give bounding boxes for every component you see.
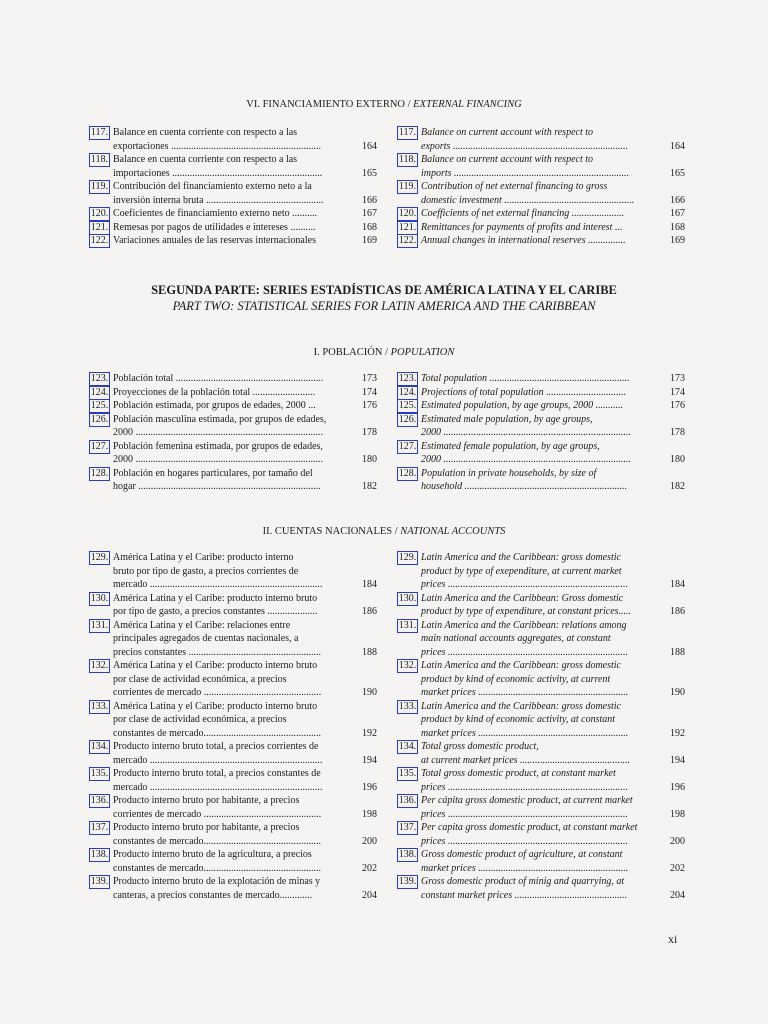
section-i-title-en: POPULATION — [390, 347, 455, 358]
toc-entry-page: 186 — [670, 606, 685, 617]
toc-entry-text: América Latina y el Caribe: producto interno bruto — [113, 592, 318, 604]
toc-entry[interactable] — [397, 221, 685, 235]
toc-entry-page: 192 — [670, 727, 685, 739]
toc-entry-number-link[interactable]: 134. — [398, 741, 417, 752]
toc-entry-page: 182 — [670, 481, 685, 492]
toc-entry-number-link[interactable]: 129. — [398, 552, 417, 563]
section-vi-title — [0, 99, 768, 110]
toc-entry-page: 173 — [362, 373, 377, 384]
toc-entry-text: market prices ............................................................ — [421, 687, 629, 698]
toc-entry[interactable] — [89, 740, 377, 767]
toc-entry-text: Producto interno bruto de la agricultura, a precios — [113, 849, 312, 860]
toc-entry-text: Producto interno bruto por habitante, a precios — [113, 795, 300, 806]
toc-entry-number-link[interactable]: 122. — [398, 235, 417, 246]
toc-entry-text: constantes de mercado............................................... — [113, 862, 322, 874]
toc-entry[interactable] — [89, 221, 377, 235]
toc-entry-number-link[interactable]: 133. — [90, 700, 109, 712]
toc-entry-text: mercado ..................................................................... — [113, 579, 323, 590]
toc-entry-page: 178 — [670, 427, 685, 438]
toc-entry-number-link[interactable]: 124. — [398, 386, 417, 398]
toc-entry-number-link[interactable]: 136. — [90, 795, 109, 806]
toc-entry-text: por tipo de gasto, a precios constantes .................... — [113, 606, 318, 617]
section-ii-title-es: II. CUENTAS NACIONALES / — [262, 526, 401, 537]
toc-entry-text: Latin America and the Caribbean: gross domestic — [421, 660, 621, 671]
toc-entry-text: 2000 ........................................................................... — [421, 454, 631, 465]
toc-entry-text: Total gross domestic product, at constant market — [421, 768, 616, 779]
toc-entry-page: 167 — [670, 208, 685, 219]
toc-entry[interactable] — [397, 821, 685, 848]
toc-entry-text: Contribution of net external financing to gross — [421, 181, 608, 192]
toc-entry[interactable] — [397, 659, 685, 700]
toc-entry-page: 182 — [362, 481, 377, 492]
toc-entry[interactable] — [397, 875, 685, 902]
toc-entry-text: product by kind of economic activity, at constant — [421, 714, 616, 725]
toc-entry[interactable] — [397, 126, 685, 153]
toc-entry-page: 194 — [362, 754, 377, 766]
toc-entry[interactable] — [89, 848, 377, 875]
toc-entry-page: 169 — [670, 235, 685, 246]
toc-entry-page: 194 — [670, 754, 685, 766]
toc-entry[interactable] — [89, 659, 377, 700]
toc-entry-text: Población masculina estimada, por grupos de edades, — [113, 413, 327, 425]
toc-entry-text: América Latina y el Caribe: relaciones entre — [113, 619, 291, 631]
toc-entry-text: Estimated female population, by age groups, — [421, 440, 600, 452]
toc-entry-page: 198 — [670, 808, 685, 820]
toc-entry-page: 174 — [362, 386, 377, 398]
toc-entry-text: prices ........................................................................ — [421, 835, 628, 847]
toc-entry-text: hogar ......................................................................... — [113, 481, 321, 492]
toc-entry[interactable] — [89, 234, 377, 248]
toc-entry-text: Remesas por pagos de utilidades e intereses .......... — [113, 221, 316, 233]
toc-entry-number-link[interactable]: 124. — [90, 386, 109, 398]
toc-entry-text: Remittances for payments of profits and interest ... — [421, 221, 623, 233]
toc-entry[interactable] — [397, 372, 685, 386]
toc-entry[interactable] — [89, 875, 377, 902]
toc-entry-page: 190 — [362, 687, 377, 698]
toc-entry-number-link[interactable]: 137. — [90, 822, 109, 833]
toc-entry-text: Coeficientes de financiamiento externo neto .......... — [113, 208, 318, 219]
toc-entry-number-link[interactable]: 131. — [90, 619, 109, 631]
toc-entry-number-link[interactable]: 118. — [90, 154, 109, 165]
toc-entry-page: 168 — [362, 221, 377, 233]
toc-entry-text: Población total ........................................................... — [113, 373, 324, 384]
toc-entry[interactable] — [397, 794, 685, 821]
toc-entry[interactable] — [89, 126, 377, 153]
toc-entry-text: Total population ........................................................ — [421, 373, 630, 384]
toc-entry-text: Latin America and the Caribbean: relations among — [421, 619, 627, 631]
toc-entry-text: inversión interna bruta ............................................... — [113, 194, 324, 206]
toc-entry-number-link[interactable]: 128. — [90, 467, 109, 479]
toc-entry-number-link[interactable]: 117. — [398, 127, 417, 138]
toc-entry-text: Población en hogares particulares, por tamaño del — [113, 467, 313, 479]
toc-entry-text: principales agregados de cuentas nacionales, a — [113, 633, 299, 644]
toc-entry-page: 180 — [670, 454, 685, 465]
toc-entry-text: prices ........................................................................ — [421, 579, 628, 590]
toc-entry[interactable] — [397, 153, 685, 180]
toc-entry-page: 200 — [670, 835, 685, 847]
toc-entry-text: importaciones ............................................................ — [113, 167, 323, 179]
toc-entry[interactable] — [397, 399, 685, 413]
toc-entry-number-link[interactable]: 122. — [90, 235, 109, 246]
toc-entry[interactable] — [397, 551, 685, 592]
toc-entry-page: 196 — [670, 781, 685, 793]
part-two-title-es: SEGUNDA PARTE: SERIES ESTADÍSTICAS DE AMÉRICA LATINA Y EL CARIBE — [151, 283, 617, 297]
toc-entry-number-link[interactable]: 123. — [398, 373, 417, 384]
toc-entry-number-link[interactable]: 139. — [90, 876, 109, 887]
toc-entry-page: 166 — [670, 194, 685, 206]
toc-entry[interactable] — [397, 207, 685, 221]
toc-entry-number-link[interactable]: 120. — [398, 208, 417, 219]
toc-entry-text: Variaciones anuales de las reservas internacionales — [113, 235, 316, 246]
toc-entry[interactable] — [89, 153, 377, 180]
toc-entry[interactable] — [89, 440, 377, 467]
toc-entry-text: exportaciones ............................................................ — [113, 140, 322, 152]
toc-entry[interactable] — [89, 794, 377, 821]
toc-entry[interactable] — [397, 234, 685, 248]
toc-entry-text: 2000 ........................................................................... — [113, 427, 323, 438]
toc-entry-text: mercado ..................................................................... — [113, 781, 323, 793]
toc-entry-number-link[interactable]: 120. — [90, 208, 109, 219]
toc-entry-number-link[interactable]: 139. — [398, 876, 417, 887]
toc-entry-number-link[interactable]: 123. — [90, 373, 109, 384]
section-vi-title-es: VI. FINANCIAMIENTO EXTERNO / — [246, 99, 414, 110]
toc-entry-text: Projections of total population ................................ — [421, 386, 627, 398]
toc-entry-number-link[interactable]: 127. — [398, 440, 417, 452]
toc-entry-text: Balance on current account with respect to — [421, 154, 593, 165]
toc-entry-text: Gross domestic product of minig and quarrying, at — [421, 876, 625, 887]
toc-entry[interactable] — [89, 180, 377, 207]
toc-entry-number-link[interactable]: 136. — [398, 795, 417, 806]
toc-entry-text: América Latina y el Caribe: producto interno bruto — [113, 660, 318, 671]
toc-entry-text: domestic investment .................................................... — [421, 194, 635, 206]
toc-entry-text: bruto por tipo de gasto, a precios corrientes de — [113, 565, 299, 577]
toc-entry-text: prices ........................................................................ — [421, 808, 628, 820]
toc-entry[interactable] — [397, 413, 685, 440]
part-two-title-en: PART TWO: STATISTICAL SERIES FOR LATIN AMERICA AND THE CARIBBEAN — [172, 299, 596, 313]
toc-entry-text: Producto interno bruto por habitante, a precios — [113, 822, 300, 833]
toc-entry-page: 165 — [362, 167, 377, 179]
toc-entry[interactable] — [397, 848, 685, 875]
toc-entry-page: 204 — [362, 889, 377, 901]
toc-entry-text: corrientes de mercado ............................................... — [113, 687, 322, 698]
toc-entry-number-link[interactable]: 135. — [398, 768, 417, 779]
toc-entry-page: 168 — [670, 221, 685, 233]
toc-entry-number-link[interactable]: 117. — [90, 127, 109, 138]
toc-entry-text: mercado ..................................................................... — [113, 754, 323, 766]
toc-entry[interactable] — [89, 207, 377, 221]
toc-entry[interactable] — [89, 700, 377, 741]
toc-entry-text: Per capita gross domestic product, at constant market — [421, 822, 638, 833]
toc-entry-text: 2000 ........................................................................... — [113, 454, 323, 465]
toc-entry-page: 173 — [670, 373, 685, 384]
section-i-title — [0, 347, 768, 358]
toc-entry-number-link[interactable]: 126. — [398, 413, 417, 425]
toc-entry-page: 167 — [362, 208, 377, 219]
toc-entry-text: Balance en cuenta corriente con respecto a las — [113, 127, 298, 138]
toc-entry-text: Population in private households, by size of — [421, 467, 597, 479]
toc-entry-text: product by kind of economic activity, at current — [421, 673, 611, 685]
toc-entry-number-link[interactable]: 126. — [90, 413, 109, 425]
toc-entry-text: Per cápita gross domestic product, at current market — [421, 795, 633, 806]
toc-entry-text: Estimated population, by age groups, 2000 ........... — [421, 400, 624, 411]
toc-entry-page: 169 — [362, 235, 377, 246]
toc-entry-text: Producto interno bruto total, a precios corrientes de — [113, 741, 319, 752]
toc-entry-number-link[interactable]: 132. — [398, 660, 417, 671]
toc-entry-page: 186 — [362, 606, 377, 617]
toc-entry-number-link[interactable]: 121. — [398, 221, 417, 233]
toc-entry[interactable] — [89, 767, 377, 794]
toc-entry-text: Balance on current account with respect to — [421, 127, 593, 138]
toc-entry-page: 174 — [670, 386, 685, 398]
toc-entry-page: 202 — [670, 862, 685, 874]
toc-entry-text: Balance en cuenta corriente con respecto a las — [113, 154, 298, 165]
toc-entry-page: 164 — [362, 140, 377, 152]
toc-entry-number-link[interactable]: 121. — [90, 221, 109, 233]
toc-entry-page: 184 — [670, 579, 685, 590]
toc-entry-number-link[interactable]: 119. — [398, 181, 417, 192]
toc-entry[interactable] — [397, 180, 685, 207]
toc-entry[interactable] — [89, 467, 377, 494]
toc-entry-number-link[interactable]: 131. — [398, 619, 417, 631]
toc-entry-number-link[interactable]: 129. — [90, 552, 109, 563]
toc-entry-number-link[interactable]: 138. — [90, 849, 109, 860]
toc-entry-page: 184 — [362, 579, 377, 590]
toc-entry-text: Latin America and the Caribbean: Gross domestic — [421, 592, 624, 604]
toc-entry-text: market prices ............................................................ — [421, 862, 629, 874]
toc-entry-text: Población estimada, por grupos de edades, 2000 ... — [113, 400, 316, 411]
toc-entry-page: 164 — [670, 140, 685, 152]
toc-entry[interactable] — [397, 386, 685, 400]
toc-entry-page: 176 — [670, 400, 685, 411]
toc-entry[interactable] — [397, 592, 685, 619]
toc-entry-text: Latin America and the Caribbean: gross domestic — [421, 552, 621, 563]
toc-entry-number-link[interactable]: 130. — [90, 592, 109, 604]
toc-entry-number-link[interactable]: 134. — [90, 741, 109, 752]
toc-entry-text: imports ...................................................................... — [421, 167, 630, 179]
toc-entry[interactable] — [397, 740, 685, 767]
toc-entry-page: 166 — [362, 194, 377, 206]
section-ii-title — [0, 526, 768, 537]
toc-entry-text: at current market prices ............................................ — [421, 754, 631, 766]
toc-entry-number-link[interactable]: 128. — [398, 467, 417, 479]
toc-entry-number-link[interactable]: 119. — [90, 181, 109, 192]
toc-entry-page: 204 — [670, 889, 685, 901]
toc-entry-text: corrientes de mercado ............................................... — [113, 808, 322, 820]
page-number: xi — [668, 932, 678, 946]
toc-entry-page: 188 — [670, 646, 685, 658]
toc-entry-page: 176 — [362, 400, 377, 411]
toc-entry-page: 190 — [670, 687, 685, 698]
toc-entry-text: Coefficients of net external financing ..................... — [421, 208, 625, 219]
toc-entry-text: precios constantes ..................................................... — [113, 646, 322, 658]
toc-entry-text: América Latina y el Caribe: producto interno — [113, 552, 294, 563]
toc-entry-number-link[interactable]: 125. — [398, 400, 417, 411]
toc-entry-text: Producto interno bruto de la explotación de minas y — [113, 876, 321, 887]
toc-entry-page: 200 — [362, 835, 377, 847]
toc-entry-page: 198 — [362, 808, 377, 820]
toc-entry-text: América Latina y el Caribe: producto interno bruto — [113, 700, 318, 712]
toc-entry-page: 196 — [362, 781, 377, 793]
toc-entry-text: product by type of expenditure, at constant prices..... — [421, 606, 632, 617]
toc-entry[interactable] — [89, 619, 377, 660]
toc-entry[interactable] — [89, 413, 377, 440]
section-vi-title-en: EXTERNAL FINANCING — [413, 99, 522, 110]
toc-entry-page: 180 — [362, 454, 377, 465]
toc-entry-text: constant market prices ............................................. — [421, 889, 628, 901]
toc-entry-text: por clase de actividad económica, a precios — [113, 714, 287, 725]
toc-entry-page: 165 — [670, 167, 685, 179]
toc-entry-page: 178 — [362, 427, 377, 438]
toc-entry-number-link[interactable]: 135. — [90, 768, 109, 779]
toc-entry-text: exports ...................................................................... — [421, 140, 628, 152]
toc-entry[interactable] — [397, 619, 685, 660]
toc-entry-page: 188 — [362, 646, 377, 658]
toc-entry-text: canteras, a precios constantes de mercado............. — [113, 889, 313, 901]
toc-entry[interactable] — [89, 821, 377, 848]
toc-entry-text: prices ........................................................................ — [421, 646, 628, 658]
toc-entry-text: Gross domestic product of agriculture, at constant — [421, 849, 623, 860]
toc-entry-number-link[interactable]: 125. — [90, 400, 109, 411]
toc-entry-text: constantes de mercado............................................... — [113, 727, 322, 739]
toc-entry[interactable] — [89, 592, 377, 619]
toc-entry[interactable] — [397, 767, 685, 794]
toc-entry-text: main national accounts aggregates, at constant — [421, 633, 611, 644]
toc-entry-text: Contribución del financiamiento externo neto a la — [113, 181, 312, 192]
toc-entry[interactable] — [397, 700, 685, 741]
section-ii-title-en: NATIONAL ACCOUNTS — [400, 526, 506, 537]
toc-entry-number-link[interactable]: 133. — [398, 700, 417, 712]
toc-entry-page: 192 — [362, 727, 377, 739]
toc-entry-number-link[interactable]: 137. — [398, 822, 417, 833]
toc-entry[interactable] — [89, 399, 377, 413]
toc-entry-text: market prices ............................................................ — [421, 727, 629, 739]
toc-entry[interactable] — [397, 440, 685, 467]
toc-entry-page: 202 — [362, 862, 377, 874]
toc-entry-text: constantes de mercado............................................... — [113, 835, 322, 847]
toc-entry[interactable] — [397, 467, 685, 494]
toc-entry-text: prices ........................................................................ — [421, 781, 628, 793]
toc-entry-number-link[interactable]: 138. — [398, 849, 417, 860]
toc-entry[interactable] — [89, 386, 377, 400]
toc-entry-number-link[interactable]: 118. — [398, 154, 417, 165]
toc-entry-number-link[interactable]: 127. — [90, 440, 109, 452]
toc-entry[interactable] — [89, 551, 377, 592]
toc-entry-text: Annual changes in international reserves ............... — [421, 235, 626, 246]
toc-entry-text: product by type of exependiture, at current market — [421, 565, 622, 577]
toc-entry[interactable] — [89, 372, 377, 386]
toc-entry-text: household ................................................................. — [421, 481, 628, 492]
toc-entry-text: Estimated male population, by age groups, — [421, 413, 593, 425]
section-i-title-es: I. POBLACIÓN / — [313, 347, 391, 358]
toc-entry-text: por clase de actividad económica, a precios — [113, 673, 287, 685]
toc-entry-number-link[interactable]: 132. — [90, 660, 109, 671]
toc-entry-number-link[interactable]: 130. — [398, 592, 417, 604]
toc-entry-text: Proyecciones de la población total ......................... — [113, 386, 316, 398]
toc-entry-text: Producto interno bruto total, a precios constantes de — [113, 768, 321, 779]
toc-entry-text: Latin America and the Caribbean: gross domestic — [421, 700, 621, 712]
toc-entry-text: 2000 ........................................................................... — [421, 427, 631, 438]
toc-entry-text: Población femenina estimada, por grupos de edades, — [113, 440, 323, 452]
toc-entry-text: Total gross domestic product, — [421, 741, 539, 752]
